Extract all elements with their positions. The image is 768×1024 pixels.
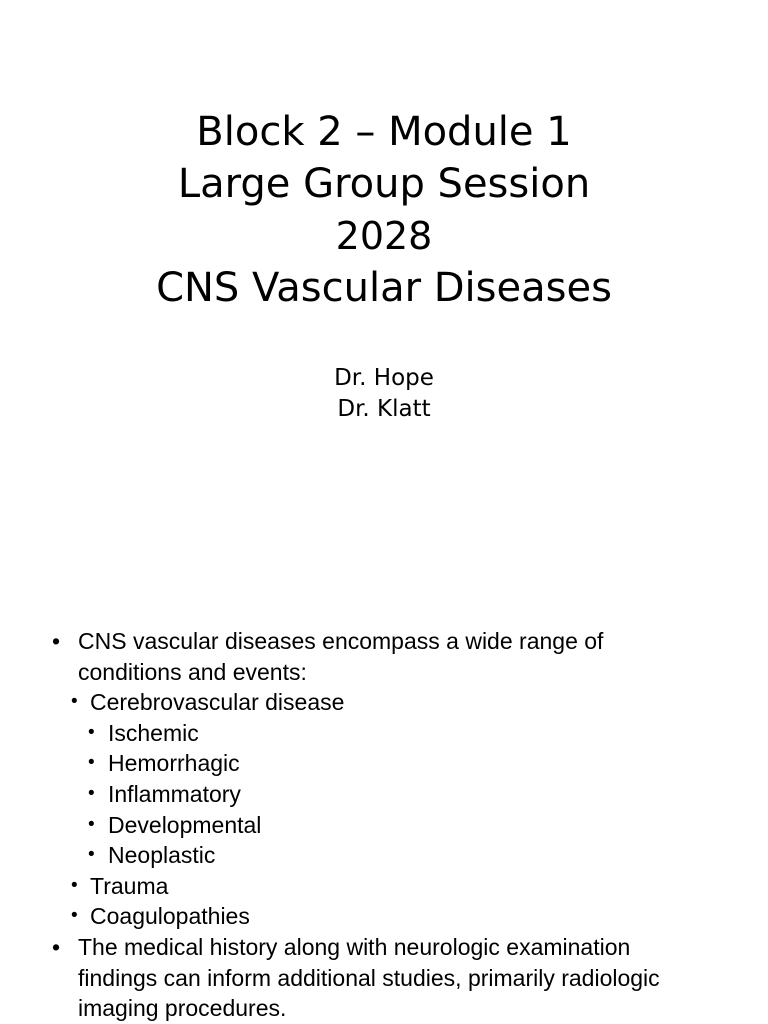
bullet-marker: • bbox=[88, 844, 95, 866]
author-name: Dr. Klatt bbox=[337, 396, 431, 422]
title-line-block: Block 2 – Module 1 bbox=[196, 109, 572, 155]
title-line-topic: CNS Vascular Diseases bbox=[156, 265, 612, 311]
slide-title bbox=[0, 106, 768, 314]
bullet-marker: • bbox=[52, 933, 61, 960]
bullet-list bbox=[0, 626, 768, 1024]
bullet-text: Neoplastic bbox=[108, 842, 216, 869]
bullet-text: Cerebrovascular disease bbox=[90, 689, 345, 716]
sub-sub-bullet-item bbox=[0, 748, 768, 779]
bullet-marker: • bbox=[71, 691, 78, 713]
bullet-text: Trauma bbox=[90, 872, 169, 899]
bullet-marker: • bbox=[88, 813, 95, 835]
bullet-text: The medical history along with neurologic examination findings can inform additional studies, primarily radiologic imaging procedures. bbox=[78, 933, 660, 1022]
title-line-year: 2028 bbox=[335, 214, 433, 258]
bullet-item bbox=[0, 932, 698, 1024]
sub-sub-bullet-item bbox=[0, 810, 768, 841]
bullet-text: Coagulopathies bbox=[90, 903, 250, 930]
author-list bbox=[0, 363, 768, 425]
author-name: Dr. Hope bbox=[334, 365, 434, 391]
bullet-item bbox=[0, 626, 698, 687]
bullet-text: Ischemic bbox=[108, 719, 199, 746]
bullet-marker: • bbox=[52, 628, 61, 654]
sub-bullet-item bbox=[0, 687, 768, 718]
bullet-text: CNS vascular diseases encompass a wide range of conditions and events: bbox=[78, 628, 604, 685]
bullet-text: Hemorrhagic bbox=[108, 750, 240, 777]
bullet-marker: • bbox=[71, 874, 78, 896]
bullet-marker: • bbox=[71, 905, 78, 927]
bullet-marker: • bbox=[88, 782, 95, 804]
bullet-text: Inflammatory bbox=[108, 780, 241, 807]
sub-sub-bullet-item bbox=[0, 840, 768, 871]
sub-sub-bullet-item bbox=[0, 779, 768, 810]
bullet-text: Developmental bbox=[108, 811, 262, 838]
title-line-session: Large Group Session bbox=[177, 161, 591, 207]
sub-sub-bullet-item bbox=[0, 718, 768, 749]
sub-bullet-item bbox=[0, 901, 768, 932]
sub-bullet-item bbox=[0, 871, 768, 902]
bullet-marker: • bbox=[88, 752, 95, 774]
bullet-marker: • bbox=[88, 721, 95, 743]
